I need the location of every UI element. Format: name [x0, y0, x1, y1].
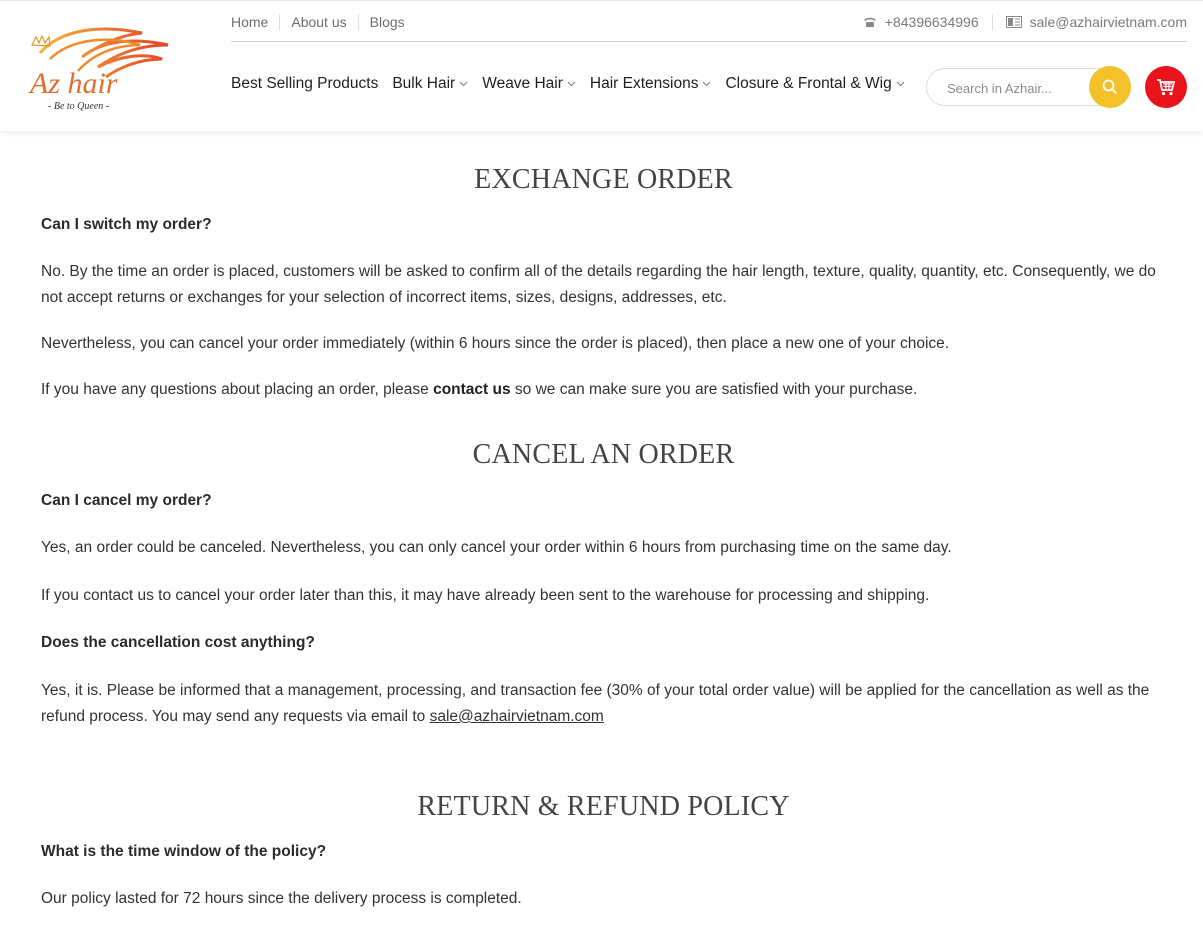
cancel-paragraph-1: Yes, an order could be canceled. Nevertheless, you can only cancel your order within 6 hours from purchasing time on the same day.	[41, 539, 952, 556]
exchange-question: Can I switch my order?	[41, 216, 212, 233]
site-header	[0, 0, 1203, 131]
phone-number: +84396634996	[884, 14, 979, 30]
cancel-paragraph-3	[41, 678, 1166, 730]
main-nav	[231, 75, 919, 93]
email-icon	[1006, 16, 1022, 28]
nav-best-selling[interactable]	[231, 75, 378, 93]
logo-text: Az hair	[30, 67, 118, 100]
email-link[interactable]: sale@azhairvietnam.com	[429, 708, 604, 725]
cancel-order-heading: CANCEL AN ORDER	[472, 439, 735, 470]
chevron-down-icon	[896, 81, 905, 87]
chevron-down-icon	[459, 81, 468, 87]
text-segment: If you have any questions about placing an order, please	[41, 381, 434, 398]
text-segment: so we can make sure you are satisfied with your purchase.	[510, 381, 918, 398]
nav-label: Bulk Hair	[392, 75, 456, 92]
topnav-home-link[interactable]: Home	[231, 14, 269, 30]
cart-button[interactable]	[1145, 66, 1187, 108]
phone-icon	[863, 16, 877, 28]
header-divider	[231, 41, 1187, 42]
nav-bulk-hair[interactable]	[392, 75, 468, 93]
topnav-blogs-link[interactable]: Blogs	[358, 14, 416, 30]
refund-policy-heading: RETURN & REFUND POLICY	[417, 791, 790, 822]
chevron-down-icon	[567, 81, 576, 87]
header-contact	[850, 11, 1187, 33]
email-contact[interactable]	[992, 14, 1187, 30]
exchange-order-heading: EXCHANGE ORDER	[474, 164, 733, 195]
nav-label: Best Selling Products	[231, 75, 379, 92]
exchange-paragraph-1: No. By the time an order is placed, customers will be asked to confirm all of the details regarding the hair length, texture, quality, quantity, etc. Consequently, we do not accept returns or exchanges for your selection of incorrect items, sizes, designs, addresses, etc.	[41, 263, 1156, 306]
nav-label: Closure & Frontal & Wig	[725, 75, 892, 92]
logo-tagline: - Be to Queen -	[48, 101, 110, 112]
email-address: sale@azhairvietnam.com	[1029, 14, 1187, 30]
cart-icon	[1156, 78, 1176, 96]
cancel-paragraph-2: If you contact us to cancel your order later than this, it may have already been sent to the warehouse for processing and shipping.	[41, 587, 930, 604]
contact-us-link[interactable]: contact us	[433, 381, 511, 398]
nav-label: Hair Extensions	[589, 75, 699, 92]
top-nav	[231, 11, 416, 33]
exchange-paragraph-3	[41, 377, 1166, 403]
phone-contact[interactable]	[850, 14, 992, 30]
nav-closure-frontal-wig[interactable]	[725, 75, 904, 93]
refund-question: What is the time window of the policy?	[41, 843, 327, 860]
nav-hair-extensions[interactable]	[590, 75, 712, 93]
chevron-down-icon	[702, 81, 711, 87]
nav-label: Weave Hair	[482, 75, 563, 92]
search-icon	[1102, 79, 1118, 95]
cancel-question-1: Can I cancel my order?	[41, 492, 212, 509]
search-button[interactable]	[1089, 66, 1131, 108]
search-input[interactable]	[945, 78, 1089, 98]
cancel-question-2: Does the cancellation cost anything?	[41, 634, 315, 651]
logo[interactable]	[22, 23, 174, 117]
refund-paragraph-1: Our policy lasted for 72 hours since the delivery process is completed.	[41, 890, 522, 907]
text-segment: Yes, it is. Please be informed that a management, processing, and transaction fee (30% of your total order value) will be applied for the cancellation as well as the refund process. You may send any requests via email to	[41, 682, 1150, 725]
topnav-about-link[interactable]: About us	[279, 14, 357, 30]
exchange-paragraph-2: Nevertheless, you can cancel your order immediately (within 6 hours since the order is placed), then place a new one of your choice.	[41, 335, 950, 352]
nav-weave-hair[interactable]	[482, 75, 576, 93]
